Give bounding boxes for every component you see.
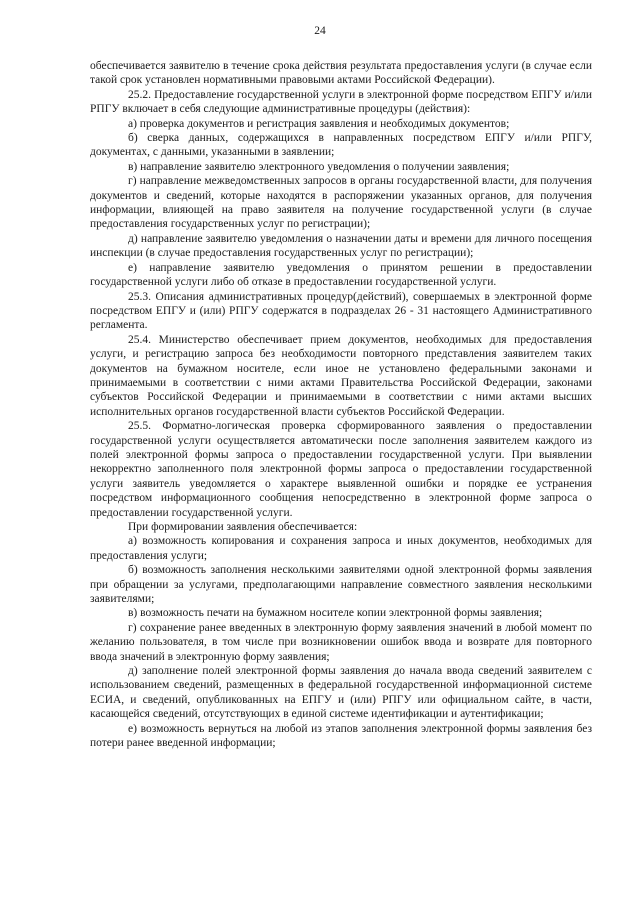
page-number: 24 <box>314 25 326 37</box>
paragraph: в) направление заявителю электронного уведомления о получении заявления; <box>128 160 510 173</box>
paragraph: а) проверка документов и регистрация заявления и необходимых документов; <box>128 117 510 130</box>
document-body <box>90 59 592 751</box>
paragraph: г) направление межведомственных запросов в органы государственной власти, для получения документов и сведений, которые находятся в распоряжении указанных органов, для получения информации, влияющей на право заявителя на получение государственной услуги (в случае предоставления государственных услуг по регистрации); <box>90 175 592 231</box>
paragraph: При формировании заявления обеспечивается: <box>128 521 358 533</box>
paragraph: 25.5. Форматно-логическая проверка сформированного заявления о предоставлении государственной услуги осуществляется автоматически после заполнения заявителем каждого из полей электронной формы запроса о предоставлении государственной услуги. При выявлении некорректно заполненного поля электронной формы запроса о предоставлении государственной услуги заявитель уведомляется о характере выявленной ошибки и порядке ее устранения посредством информационного сообщения непосредственно в электронной форме запроса о предоставлении государственной услуги. <box>90 420 592 519</box>
paragraph: е) направление заявителю уведомления о принятом решении в предоставлении государственной услуги либо об отказе в предоставлении государственной услуги. <box>90 261 592 289</box>
paragraph: г) сохранение ранее введенных в электронную форму заявления значений в любой момент по желанию пользователя, в том числе при возникновении ошибок ввода и возврате для повторного ввода значений в электронную форму заявления; <box>90 621 592 663</box>
paragraph: обеспечивается заявителю в течение срока действия результата предоставления услуги (в случае если такой срок установлен нормативными правовыми актами Российской Федерации). <box>90 60 592 87</box>
paragraph: в) возможность печати на бумажном носителе копии электронной формы заявления; <box>128 607 543 620</box>
paragraph: а) возможность копирования и сохранения запроса и иных документов, необходимых для предоставления услуги; <box>90 535 592 562</box>
paragraph: б) возможность заполнения несколькими заявителями одной электронной формы заявления при обращении за услугами, предполагающими направление совместного заявления несколькими заявителями; <box>90 564 592 606</box>
paragraph: е) возможность вернуться на любой из этапов заполнения электронной формы заявления без потери ранее введенной информации; <box>90 722 592 750</box>
paragraph: д) заполнение полей электронной формы заявления до начала ввода сведений заявителем с использованием сведений, размещенных в федеральной государственной информационной системе ЕСИА, и сведений, опубликованных на ЕПГУ и (или) РПГУ или официальном сайте, в части, касающейся сведений, отсутствующих в единой системе идентификации и аутентификации; <box>90 665 592 721</box>
paragraph: 25.4. Министерство обеспечивает прием документов, необходимых для предоставления услуги, и регистрацию запроса без необходимости повторного представления заявителем таких документов на бумажном носителе, если иное не установлено федеральными законами и принимаемыми в соответствии с ними актами Правительства Российской Федерации, законами субъектов Российской Федерации и принимаемыми в соответствии с ними актами высших исполнительных органов государственной власти субъектов Российской Федерации. <box>90 333 592 418</box>
paragraph: д) направление заявителю уведомления о назначении даты и времени для личного посещения инспекции (в случае предоставления государственных услуг по регистрации); <box>90 232 592 260</box>
paragraph: 25.2. Предоставление государственной услуги в электронной форме посредством ЕПГУ и/или РПГУ включает в себя следующие административные процедуры (действия): <box>90 88 592 116</box>
paragraph: 25.3. Описания административных процедур(действий), совершаемых в электронной форме посредством ЕПГУ и (или) РПГУ содержатся в подразделах 26 - 31 настоящего Административного регламента. <box>90 290 592 332</box>
paragraph: б) сверка данных, содержащихся в направленных посредством ЕПГУ и/или РПГУ, документах, с данными, указанными в заявлении; <box>90 132 592 159</box>
